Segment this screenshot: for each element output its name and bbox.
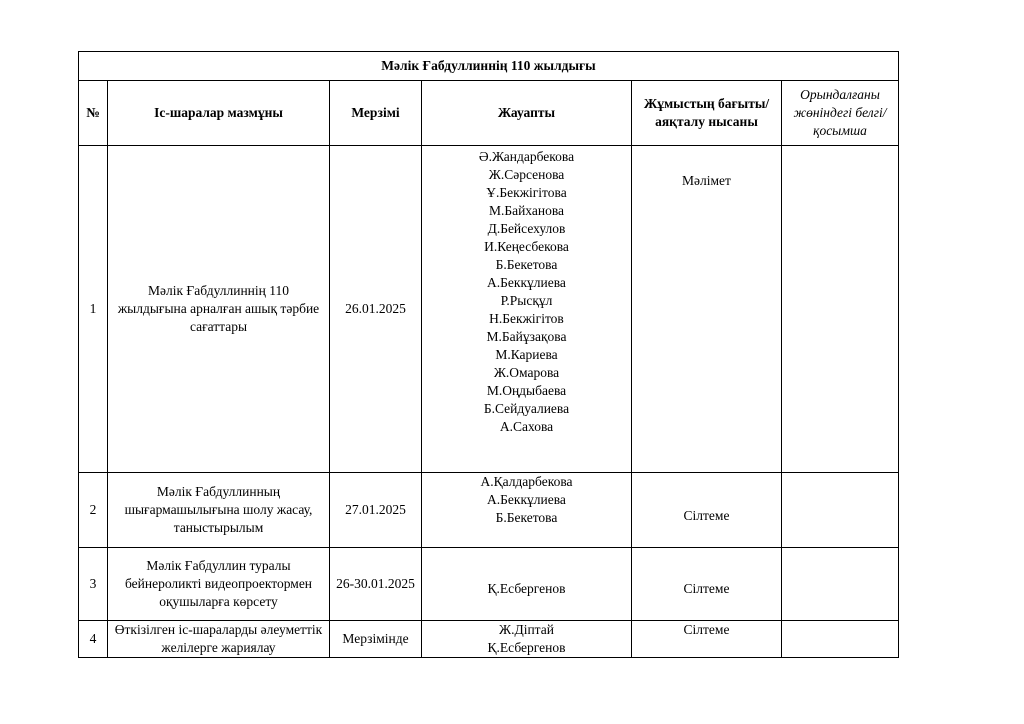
events-plan-table bbox=[78, 51, 899, 658]
row-content: Өткізілген іс-шараларды әлеуметтік желілерге жариялау bbox=[108, 621, 330, 658]
responsible-name: М.Байұзақова bbox=[486, 329, 567, 344]
row-number: 1 bbox=[79, 146, 108, 473]
responsible-name: Ж.Омарова bbox=[493, 365, 560, 380]
table-title: Мәлік Ғабдуллиннің 110 жылдығы bbox=[79, 52, 899, 81]
responsible-name: М.Кариева bbox=[495, 347, 558, 362]
header-form: Жұмыстың бағыты/аяқталу нысаны bbox=[632, 81, 782, 146]
responsible-name: Б.Сейдуалиева bbox=[483, 401, 570, 416]
row-number: 3 bbox=[79, 548, 108, 621]
row-note bbox=[782, 473, 899, 548]
row-date: 26.01.2025 bbox=[330, 146, 422, 473]
row-note bbox=[782, 146, 899, 473]
row-form: Сілтеме bbox=[632, 473, 782, 548]
row-responsible bbox=[422, 146, 632, 473]
row-form: Мәлімет bbox=[632, 146, 782, 473]
header-responsible: Жауапты bbox=[422, 81, 632, 146]
header-date: Мерзімі bbox=[330, 81, 422, 146]
row-form: Сілтеме bbox=[632, 548, 782, 621]
header-number: № bbox=[79, 81, 108, 146]
row-content: Мәлік Ғабдуллин туралы бейнероликті видеопроектормен оқушыларға көрсету bbox=[108, 548, 330, 621]
responsible-name: А.Сахова bbox=[499, 419, 554, 434]
table-row bbox=[79, 621, 899, 658]
responsible-name: А.Қалдарбекова bbox=[480, 474, 573, 489]
responsible-name: Н.Бекжігітов bbox=[489, 311, 564, 326]
responsible-name: А.Беккұлиева bbox=[487, 492, 566, 507]
responsible-name: И.Кеңесбекова bbox=[484, 239, 569, 254]
row-responsible bbox=[422, 473, 632, 548]
row-note bbox=[782, 548, 899, 621]
row-note bbox=[782, 621, 899, 658]
table-row bbox=[79, 548, 899, 621]
row-number: 4 bbox=[79, 621, 108, 658]
row-date: Мерзімінде bbox=[330, 621, 422, 658]
responsible-name: А.Беккұлиева bbox=[487, 275, 566, 290]
responsible-name: М.Оңдыбаева bbox=[486, 383, 567, 398]
responsible-name: Д.Бейсехулов bbox=[487, 221, 566, 236]
responsible-name: Р.Рысқұл bbox=[500, 293, 553, 308]
row-form: Сілтеме bbox=[632, 621, 782, 658]
responsible-name: Б.Бекетова bbox=[495, 257, 558, 272]
row-content: Мәлік Ғабдуллиннің 110 жылдығына арналған ашық тәрбие сағаттары bbox=[108, 146, 330, 473]
row-number: 2 bbox=[79, 473, 108, 548]
row-date: 26-30.01.2025 bbox=[330, 548, 422, 621]
table-row bbox=[79, 473, 899, 548]
responsible-name: Ж.Діптай bbox=[499, 622, 554, 637]
header-note: Орындалғаны жөніндегі белгі/қосымша bbox=[782, 81, 899, 146]
responsible-name: М.Байханова bbox=[488, 203, 565, 218]
row-responsible: Қ.Есбергенов bbox=[422, 548, 632, 621]
responsible-name: Ә.Жандарбекова bbox=[478, 149, 575, 164]
responsible-name: Ұ.Бекжігітова bbox=[486, 185, 567, 200]
row-date: 27.01.2025 bbox=[330, 473, 422, 548]
responsible-name: Қ.Есбергенов bbox=[487, 640, 566, 655]
responsible-name: Ж.Сәрсенова bbox=[488, 167, 565, 182]
table-row bbox=[79, 146, 899, 473]
responsible-name: Б.Бекетова bbox=[495, 510, 558, 525]
row-responsible bbox=[422, 621, 632, 658]
header-row bbox=[79, 81, 899, 146]
header-content: Іс-шаралар мазмұны bbox=[108, 81, 330, 146]
row-content: Мәлік Ғабдуллинның шығармашылығына шолу жасау, таныстырылым bbox=[108, 473, 330, 548]
